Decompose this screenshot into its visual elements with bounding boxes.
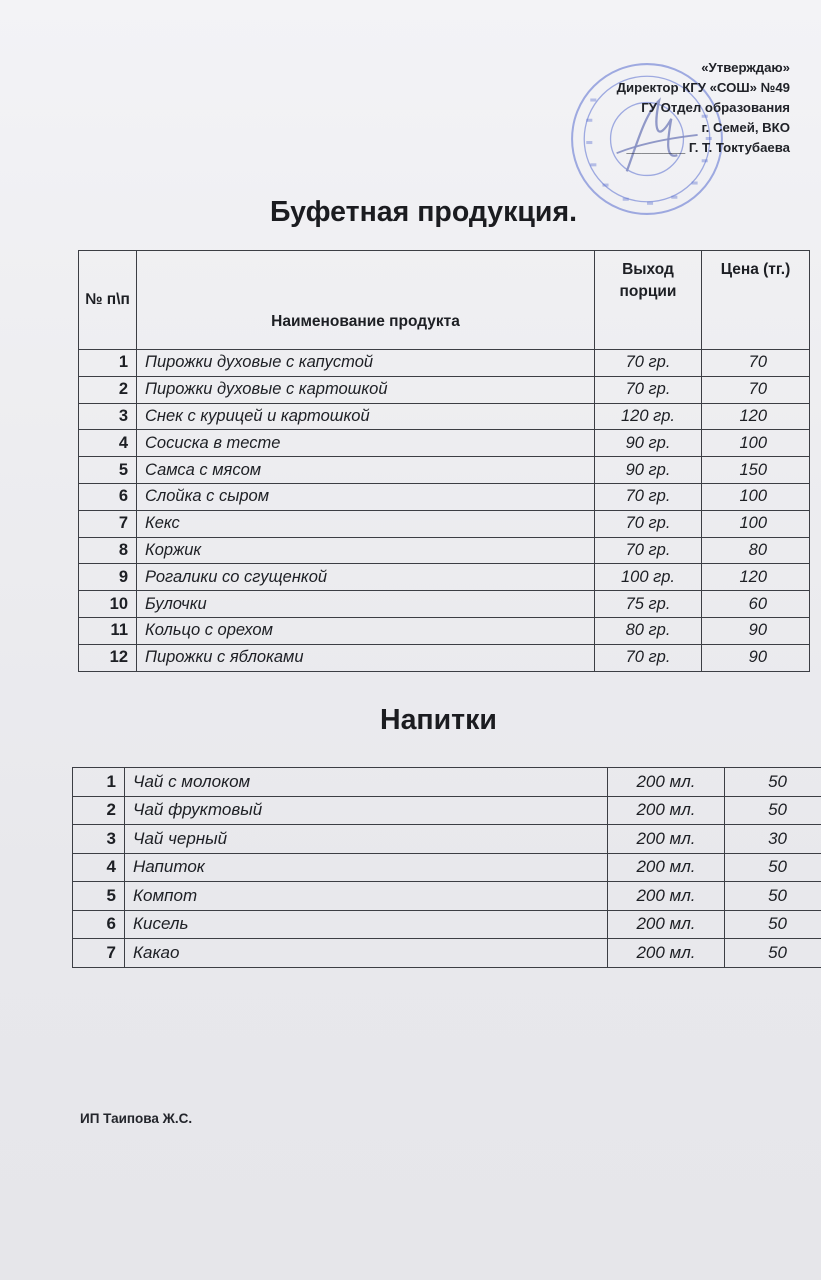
row-num: 5 bbox=[79, 457, 137, 484]
row-num: 4 bbox=[79, 430, 137, 457]
table-row bbox=[79, 376, 810, 403]
row-num: 5 bbox=[73, 882, 125, 911]
row-price: 70 bbox=[702, 376, 810, 403]
row-num: 1 bbox=[79, 350, 137, 377]
row-portion: 75 гр. bbox=[595, 591, 702, 618]
header-portion: Выход порции bbox=[595, 251, 702, 350]
row-name: Чай черный bbox=[125, 825, 608, 854]
row-num: 6 bbox=[79, 483, 137, 510]
row-num: 10 bbox=[79, 591, 137, 618]
row-portion: 70 гр. bbox=[595, 376, 702, 403]
row-portion: 200 мл. bbox=[608, 768, 725, 797]
table-row bbox=[73, 853, 821, 882]
row-price: 90 bbox=[702, 644, 810, 671]
table-header-row bbox=[79, 251, 810, 350]
row-num: 2 bbox=[73, 796, 125, 825]
row-name: Пирожки духовые с капустой bbox=[137, 350, 595, 377]
header-price: Цена (тг.) bbox=[702, 251, 810, 350]
signature-line: ИП Таипова Ж.С. bbox=[80, 1111, 193, 1126]
row-portion: 80 гр. bbox=[595, 617, 702, 644]
row-name: Сосиска в тесте bbox=[137, 430, 595, 457]
row-portion: 120 гр. bbox=[595, 403, 702, 430]
products-table bbox=[78, 250, 810, 672]
row-price: 90 bbox=[702, 617, 810, 644]
row-price: 50 bbox=[725, 768, 821, 797]
table-row bbox=[73, 882, 821, 911]
approval-line: «Утверждаю» bbox=[701, 60, 790, 75]
table-row bbox=[79, 430, 810, 457]
row-num: 7 bbox=[73, 939, 125, 968]
row-num: 8 bbox=[79, 537, 137, 564]
table-row bbox=[79, 591, 810, 618]
row-name: Напиток bbox=[125, 853, 608, 882]
row-num: 7 bbox=[79, 510, 137, 537]
row-name: Пирожки духовые с картошкой bbox=[137, 376, 595, 403]
row-portion: 70 гр. bbox=[595, 537, 702, 564]
table-row bbox=[79, 403, 810, 430]
row-price: 50 bbox=[725, 796, 821, 825]
table-row bbox=[73, 939, 821, 968]
drinks-title: Напитки bbox=[380, 704, 497, 736]
row-name: Компот bbox=[125, 882, 608, 911]
row-price: 50 bbox=[725, 882, 821, 911]
row-portion: 200 мл. bbox=[608, 796, 725, 825]
row-num: 3 bbox=[73, 825, 125, 854]
row-num: 1 bbox=[73, 768, 125, 797]
row-num: 9 bbox=[79, 564, 137, 591]
header-num: № п\п bbox=[79, 251, 137, 350]
row-portion: 100 гр. bbox=[595, 564, 702, 591]
row-portion: 90 гр. bbox=[595, 430, 702, 457]
row-price: 30 bbox=[725, 825, 821, 854]
row-price: 150 bbox=[702, 457, 810, 484]
approval-block bbox=[617, 58, 790, 158]
page-title: Буфетная продукция. bbox=[270, 196, 577, 228]
drinks-table bbox=[72, 767, 821, 968]
row-price: 50 bbox=[725, 910, 821, 939]
row-name: Снек с курицей и картошкой bbox=[137, 403, 595, 430]
row-portion: 90 гр. bbox=[595, 457, 702, 484]
table-row bbox=[73, 796, 821, 825]
row-price: 50 bbox=[725, 853, 821, 882]
table-row bbox=[79, 457, 810, 484]
row-name: Какао bbox=[125, 939, 608, 968]
row-name: Пирожки с яблоками bbox=[137, 644, 595, 671]
row-price: 100 bbox=[702, 430, 810, 457]
row-price: 100 bbox=[702, 483, 810, 510]
header-name: Наименование продукта bbox=[137, 251, 595, 350]
table-row bbox=[73, 768, 821, 797]
row-name: Слойка с сыром bbox=[137, 483, 595, 510]
row-num: 11 bbox=[79, 617, 137, 644]
row-num: 6 bbox=[73, 910, 125, 939]
row-portion: 200 мл. bbox=[608, 825, 725, 854]
row-portion: 70 гр. bbox=[595, 483, 702, 510]
row-portion: 200 мл. bbox=[608, 939, 725, 968]
row-name: Кекс bbox=[137, 510, 595, 537]
row-price: 100 bbox=[702, 510, 810, 537]
table-row bbox=[73, 910, 821, 939]
table-row bbox=[79, 617, 810, 644]
row-portion: 200 мл. bbox=[608, 910, 725, 939]
row-name: Рогалики со сгущенкой bbox=[137, 564, 595, 591]
row-portion: 70 гр. bbox=[595, 644, 702, 671]
row-num: 4 bbox=[73, 853, 125, 882]
table-row bbox=[79, 644, 810, 671]
row-num: 12 bbox=[79, 644, 137, 671]
row-portion: 70 гр. bbox=[595, 510, 702, 537]
table-row bbox=[79, 537, 810, 564]
row-portion: 200 мл. bbox=[608, 853, 725, 882]
row-num: 2 bbox=[79, 376, 137, 403]
table-row bbox=[73, 825, 821, 854]
row-name: Самса с мясом bbox=[137, 457, 595, 484]
row-price: 60 bbox=[702, 591, 810, 618]
row-price: 70 bbox=[702, 350, 810, 377]
row-name: Чай с молоком bbox=[125, 768, 608, 797]
table-row bbox=[79, 350, 810, 377]
table-row bbox=[79, 510, 810, 537]
table-row bbox=[79, 483, 810, 510]
row-name: Булочки bbox=[137, 591, 595, 618]
row-num: 3 bbox=[79, 403, 137, 430]
approval-line: Директор КГУ «СОШ» №49 bbox=[616, 80, 790, 95]
table-row bbox=[79, 564, 810, 591]
approval-line: ГУ Отдел образования bbox=[641, 100, 790, 115]
approval-line: ________ Г. Т. Токтубаева bbox=[626, 140, 790, 155]
row-portion: 200 мл. bbox=[608, 882, 725, 911]
row-price: 80 bbox=[702, 537, 810, 564]
row-portion: 70 гр. bbox=[595, 350, 702, 377]
row-price: 50 bbox=[725, 939, 821, 968]
row-name: Коржик bbox=[137, 537, 595, 564]
row-name: Кольцо с орехом bbox=[137, 617, 595, 644]
row-name: Чай фруктовый bbox=[125, 796, 608, 825]
row-name: Кисель bbox=[125, 910, 608, 939]
row-price: 120 bbox=[702, 403, 810, 430]
approval-line: г. Семей, ВКО bbox=[701, 120, 790, 135]
row-price: 120 bbox=[702, 564, 810, 591]
